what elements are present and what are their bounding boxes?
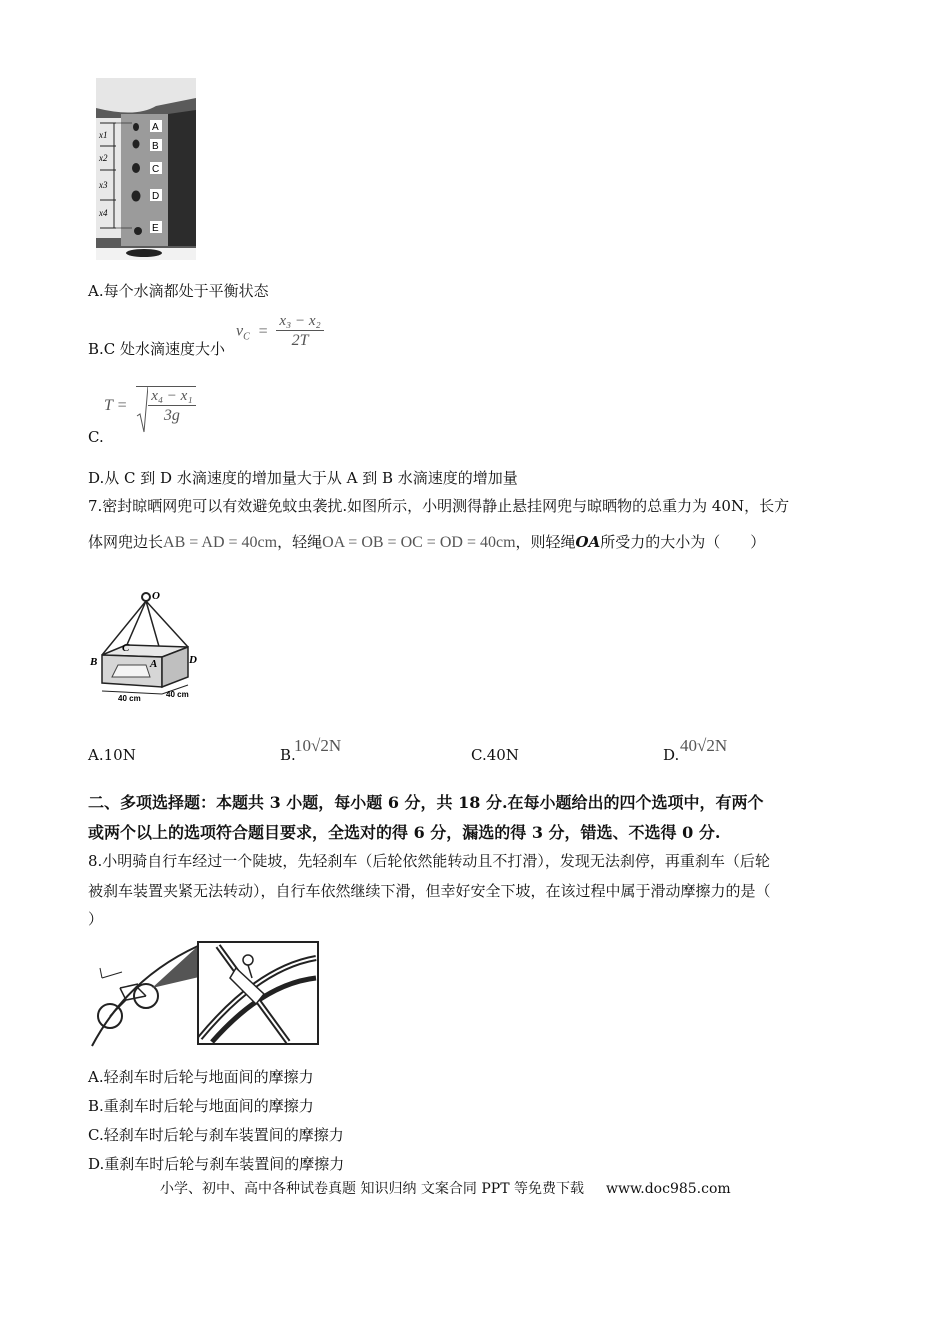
q6-option-b-text: B.C 处水滴速度大小 (88, 340, 226, 358)
q7-stem-line2 (88, 531, 765, 552)
footer-text: 小学、初中、高中各种试卷真题 知识归纳 文案合同 PPT 等免费下载 (160, 1181, 584, 1197)
q7-option-d-label: D. (663, 746, 680, 764)
formula-denominator: 2T (291, 332, 309, 349)
drop-label-b: B (152, 141, 159, 152)
dim-x4: x4 (99, 208, 108, 218)
q8-option-d: D.重刹车时后轮与刹车装置间的摩擦力 (88, 1155, 345, 1173)
drop-label-e: E (152, 223, 159, 234)
drop-label-d: D (152, 191, 160, 202)
q7-option-c: C.40N (471, 746, 519, 764)
q8-option-a: A.轻刹车时后轮与地面间的摩擦力 (88, 1068, 314, 1086)
section2-heading-line1: 二、多项选择题：本题共 3 小题，每小题 6 分，共 18 分.在每小题给出的四个选项中，有两个 (88, 793, 764, 812)
q7-eq-ab-ad: AB = AD = 40cm (163, 534, 278, 551)
formula-eq: = (258, 322, 268, 340)
q6-option-c-formula (104, 386, 196, 426)
q7-text-c: ，则轻绳 (515, 533, 576, 551)
dim-x3: x3 (99, 180, 108, 190)
q7-option-a: A.10N (88, 746, 136, 764)
q6-option-c-label: C. (88, 428, 104, 446)
net-label-b: B (90, 656, 98, 668)
q8-stem-line3: ） (88, 910, 104, 928)
bicycle-brake-figure (88, 938, 322, 1048)
section2-heading-line2: 或两个以上的选项符合题目要求，全选对的得 6 分，漏选的得 3 分，错选、不选得 0 分. (88, 823, 721, 842)
q7-stem-line1: 7.密封晾晒网兜可以有效避免蚊虫袭扰.如图所示，小明测得静止悬挂网兜与晾晒物的总重力为 40N，长方 (88, 497, 790, 515)
q7-text-a: 体网兜边长 (88, 533, 164, 551)
drop-label-c: C (152, 164, 160, 175)
q8-option-c: C.轻刹车时后轮与刹车装置间的摩擦力 (88, 1126, 344, 1144)
net-label-d: D (189, 654, 197, 666)
q7-oa: OA (575, 533, 601, 551)
q6-option-d: D.从 C 到 D 水滴速度的增加量大于从 A 到 B 水滴速度的增加量 (88, 469, 518, 487)
q7-text-b: ，轻绳 (277, 533, 323, 551)
formula-sub-c: C (243, 331, 250, 343)
page-footer (160, 1178, 731, 1198)
net-label-c: C (122, 642, 130, 654)
drop-label-a: A (152, 122, 159, 133)
q7-text-d: 所受力的大小为（ ） (600, 533, 766, 551)
q7-option-d-value: 40√2N (680, 736, 728, 755)
footer-url[interactable]: www.doc985.com (605, 1181, 731, 1197)
water-drop-figure (96, 78, 196, 260)
hanging-net-figure (88, 585, 204, 703)
q7-eq-ropes: OA = OB = OC = OD = 40cm (322, 534, 516, 551)
q6-option-b-formula (236, 312, 324, 351)
net-label-o: O (152, 590, 160, 602)
q8-stem-line1: 8.小明骑自行车经过一个陡坡，先轻刹车（后轮依然能转动且不打滑），发现无法刹停，再重刹车（后轮 (88, 852, 770, 870)
sqrt-denominator: 3g (163, 407, 180, 424)
dim-x1: x1 (99, 130, 108, 140)
q6-option-a: A.每个水滴都处于平衡状态 (88, 282, 269, 300)
formula-numerator: x₃ − x₂ (276, 312, 323, 331)
net-label-a: A (150, 658, 158, 670)
dim-x2: x2 (99, 153, 108, 163)
formula-v: v (236, 322, 244, 340)
q7-option-b-value: 10√2N (294, 736, 342, 755)
q7-option-b-label: B. (280, 746, 296, 764)
q8-option-b: B.重刹车时后轮与地面间的摩擦力 (88, 1097, 314, 1115)
sqrt-numerator: x₄ − x₁ (148, 387, 195, 406)
net-dim-2: 40 cm (166, 690, 189, 699)
q8-stem-line2: 被刹车装置夹紧无法转动），自行车依然继续下滑，但幸好安全下坡，在该过程中属于滑动摩擦力的是（ (88, 882, 771, 900)
formula-t: T = (104, 397, 128, 414)
net-dim-1: 40 cm (118, 694, 141, 703)
